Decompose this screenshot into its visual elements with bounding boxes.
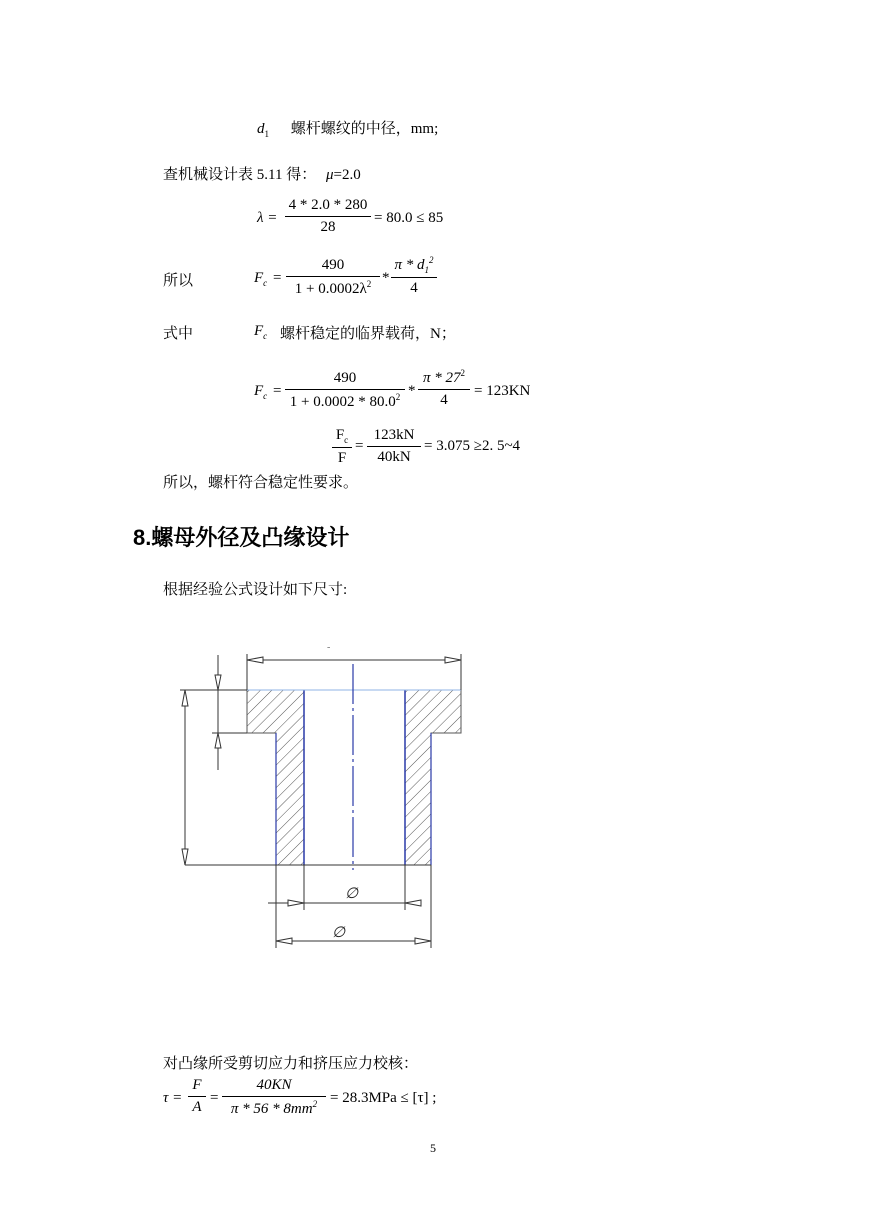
tau-eq: = [210, 1090, 219, 1106]
ratio-rhs: = 3.075 ≥2. 5~4 [424, 438, 521, 454]
fc-eq: = [273, 270, 282, 286]
tau-lhs: τ = [163, 1090, 183, 1106]
fc-den2: 4 [391, 277, 437, 297]
lambda-numerator: 4 * 2.0 * 280 [288, 197, 368, 213]
check-intro: 对凸缘所受剪切应力和挤压应力校核： [163, 1056, 419, 1072]
tau-num: 40KN [256, 1077, 292, 1093]
lambda-rhs: = 80.0 ≤ 85 [374, 210, 444, 226]
d1-text: 螺杆螺纹的中径，mm; [290, 121, 439, 137]
fc-sub: c [263, 278, 268, 288]
ratio-den1: F [332, 447, 352, 467]
tau-den-sup: 2 [312, 1099, 318, 1109]
flange-arrow-bottom [215, 733, 221, 748]
ratio-num-sym: F [335, 427, 345, 443]
top-arrow-right [445, 657, 461, 663]
top-arrow-left [247, 657, 263, 663]
d1-sub: 1 [264, 129, 269, 139]
lambda-denominator: 28 [285, 216, 371, 236]
fc-num2-sub: 1 [424, 265, 429, 275]
section-heading: 8.螺母外径及凸缘设计 [133, 525, 350, 550]
outer-diameter-label: ∅ [332, 925, 346, 941]
so-label: 所以 [163, 273, 194, 289]
fc-calc-rhs: = 123KN [474, 383, 531, 399]
where-text: 螺杆稳定的临界载荷，N； [280, 326, 456, 342]
flange-arrow-top [215, 675, 221, 690]
tau-main-fraction [222, 1077, 326, 1118]
fc-calc-num2-sup: 2 [460, 368, 465, 378]
outer-arrow-left [276, 938, 292, 944]
fc-calc-den2: 4 [418, 389, 470, 409]
fc-calc-times: * [408, 383, 416, 399]
d1-symbol: d [257, 121, 265, 137]
fc-calc-den1-text: 1 + 0.0002 * 80.0 [289, 394, 396, 410]
ratio-num2: 123kN [373, 427, 415, 443]
fc-num2-sup: 2 [429, 255, 434, 265]
tau-rhs: = 28.3MPa ≤ [τ] ; [330, 1090, 437, 1106]
where-label: 式中 [163, 326, 194, 342]
ratio-den2: 40kN [367, 446, 421, 466]
tau-f: F [192, 1077, 202, 1093]
fc-calc-letter: F [254, 383, 264, 399]
tau-den [222, 1096, 326, 1118]
fc-calc-den1-sup: 2 [395, 392, 401, 402]
fc-den1-text: 1 + 0.0002λ [294, 281, 367, 297]
mu-symbol: μ [325, 167, 334, 183]
fc-calc-sub: c [263, 391, 268, 401]
height-arrow-bottom [182, 849, 188, 865]
tau-a: A [188, 1096, 206, 1116]
top-mark: - [327, 642, 331, 653]
tau-den-text: π * 56 * 8mm [230, 1101, 313, 1117]
fc-den1-sup: 2 [366, 279, 372, 289]
fc-num1: 490 [321, 257, 345, 273]
fc-calc-eq: = [273, 383, 282, 399]
outer-arrow-right [415, 938, 431, 944]
fc-num2-text: π * d [394, 257, 425, 273]
height-arrow-top [182, 690, 188, 706]
ratio-num-sub: c [344, 435, 349, 445]
ratio-eq: = [355, 438, 364, 454]
tau-fa-fraction [188, 1077, 206, 1116]
intro-text: 根据经验公式设计如下尺寸: [163, 582, 348, 598]
fc-times: * [382, 270, 390, 286]
fc-calc-num2-text: π * 27 [422, 370, 461, 386]
right-section-hatch [405, 690, 461, 865]
table-ref-text: 查机械设计表 5.11 得： [163, 167, 317, 183]
bore-arrow-left [288, 900, 304, 906]
bore-diameter-label: ∅ [345, 886, 359, 902]
conclusion-text: 所以，螺杆符合稳定性要求。 [163, 475, 359, 491]
page-number: 5 [430, 1141, 436, 1155]
mu-value: =2.0 [333, 167, 361, 183]
fc-calc-num1: 490 [333, 370, 357, 386]
where-sym-letter: F [254, 323, 264, 339]
lambda-lhs: λ = [257, 210, 278, 226]
bore-arrow-right [405, 900, 421, 906]
fc-letter: F [254, 270, 264, 286]
where-sym-sub: c [263, 331, 268, 341]
